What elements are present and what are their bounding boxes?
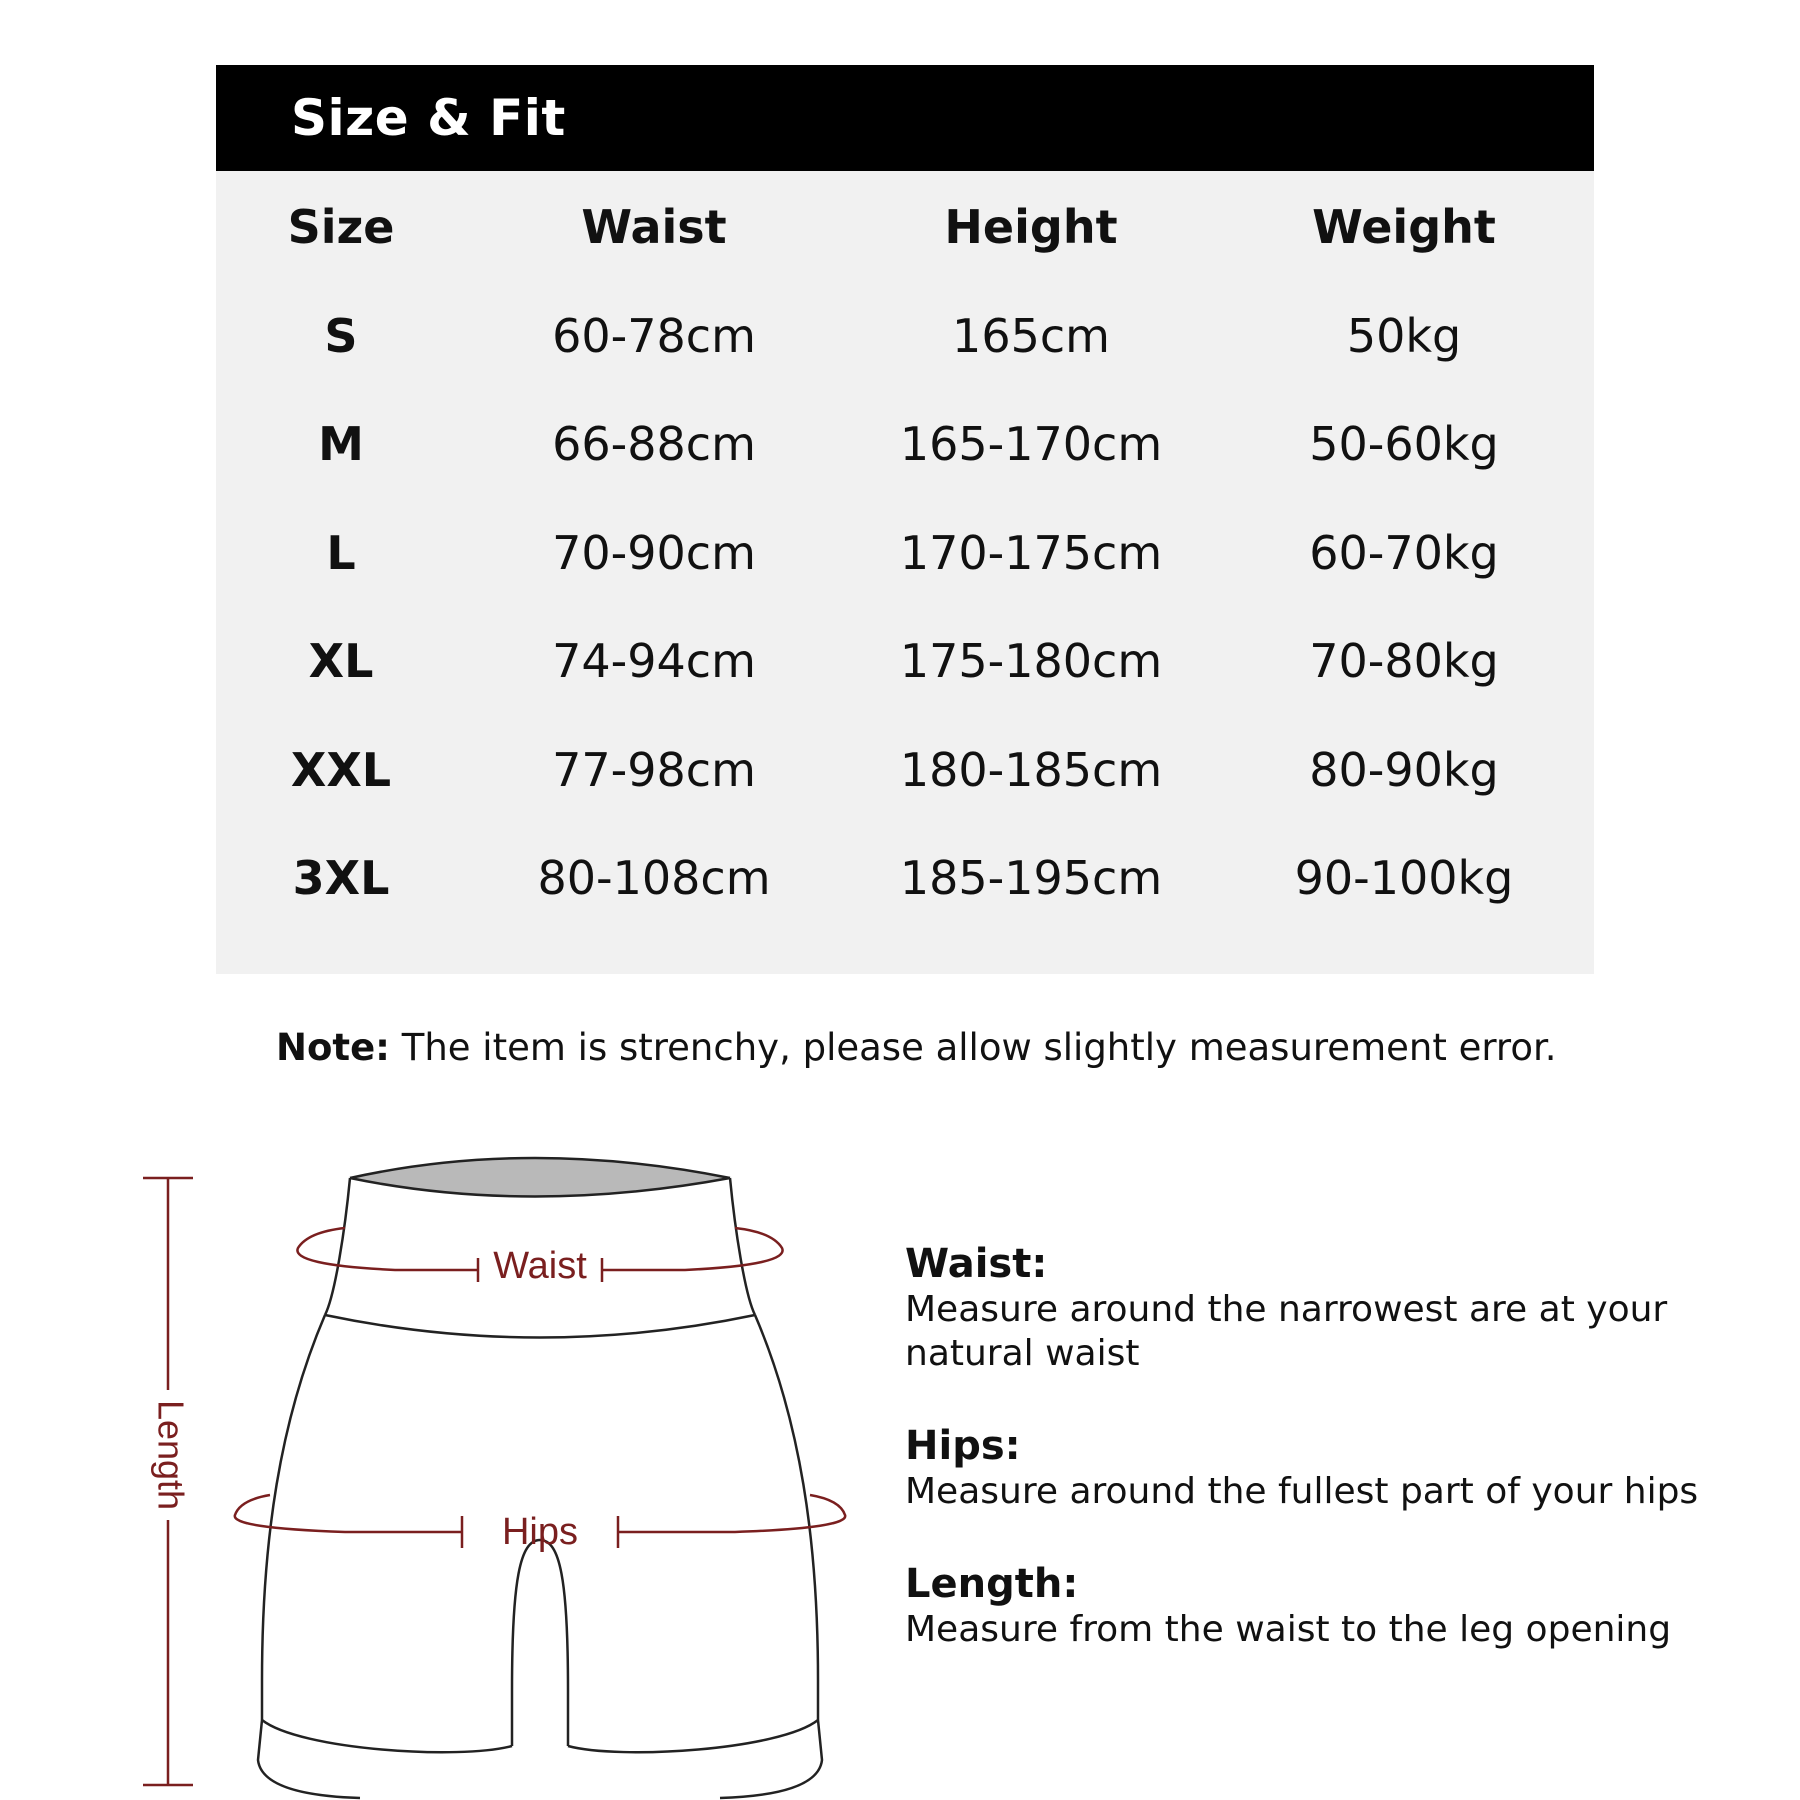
- table-row: [216, 282, 1594, 391]
- measure-title: Waist:: [905, 1241, 1048, 1287]
- weight-cell: 60-70kg: [1309, 525, 1499, 580]
- height-cell: 185-195cm: [899, 851, 1163, 906]
- table-row: [216, 499, 1594, 608]
- height-cell: 170-175cm: [899, 525, 1163, 580]
- size-chart-table: [216, 65, 1594, 974]
- measure-description: Measure around the narrowest are at your natural waist: [905, 1289, 1668, 1374]
- measure-item-hips: [905, 1422, 1785, 1514]
- size-cell: S: [324, 308, 358, 363]
- waist-cell: 70-90cm: [552, 525, 756, 580]
- weight-cell: 50-60kg: [1309, 417, 1499, 472]
- measure-title: Length:: [905, 1561, 1079, 1607]
- waist-label: Waist: [493, 1245, 587, 1287]
- column-header-size: Size: [287, 200, 395, 255]
- column-header-height: Height: [944, 200, 1118, 255]
- column-header-weight: Weight: [1312, 200, 1496, 255]
- height-cell: 165-170cm: [899, 417, 1163, 472]
- height-cell: 180-185cm: [899, 742, 1163, 797]
- measure-item-length: [905, 1560, 1785, 1652]
- height-cell: 165cm: [952, 308, 1110, 363]
- measure-title: Hips:: [905, 1423, 1021, 1469]
- waist-cell: 66-88cm: [552, 417, 756, 472]
- size-cell: L: [326, 525, 356, 580]
- note-text: The item is strenchy, please allow slightly measurement error.: [389, 1026, 1557, 1069]
- weight-cell: 80-90kg: [1309, 742, 1499, 797]
- waist-cell: 80-108cm: [537, 851, 771, 906]
- waist-cell: 60-78cm: [552, 308, 756, 363]
- size-chart-header: [216, 65, 1594, 171]
- note-label: Note:: [276, 1026, 390, 1069]
- waist-cell: 74-94cm: [552, 634, 756, 689]
- size-cell: XXL: [290, 742, 392, 797]
- weight-cell: 90-100kg: [1294, 851, 1514, 906]
- shorts-measurement-diagram: [0, 1120, 900, 1800]
- measure-item-waist: [905, 1240, 1785, 1376]
- weight-cell: 50kg: [1346, 308, 1462, 363]
- size-cell: 3XL: [292, 851, 390, 906]
- measurement-guide: [905, 1240, 1785, 1698]
- column-header-waist: Waist: [581, 200, 727, 255]
- table-row: [216, 716, 1594, 825]
- size-cell: XL: [308, 634, 374, 689]
- table-header-row: [216, 173, 1594, 282]
- weight-cell: 70-80kg: [1309, 634, 1499, 689]
- measure-description: Measure around the fullest part of your hips: [905, 1471, 1699, 1512]
- size-chart-title: Size & Fit: [291, 89, 566, 147]
- waist-cell: 77-98cm: [552, 742, 756, 797]
- measure-description: Measure from the waist to the leg opening: [905, 1609, 1672, 1650]
- fit-note: [276, 1026, 1557, 1069]
- hips-label: Hips: [501, 1511, 579, 1553]
- table-row: [216, 824, 1594, 933]
- size-cell: M: [318, 417, 364, 472]
- table-row: [216, 390, 1594, 499]
- height-cell: 175-180cm: [899, 634, 1163, 689]
- length-label: Length: [150, 1399, 192, 1511]
- table-row: [216, 607, 1594, 716]
